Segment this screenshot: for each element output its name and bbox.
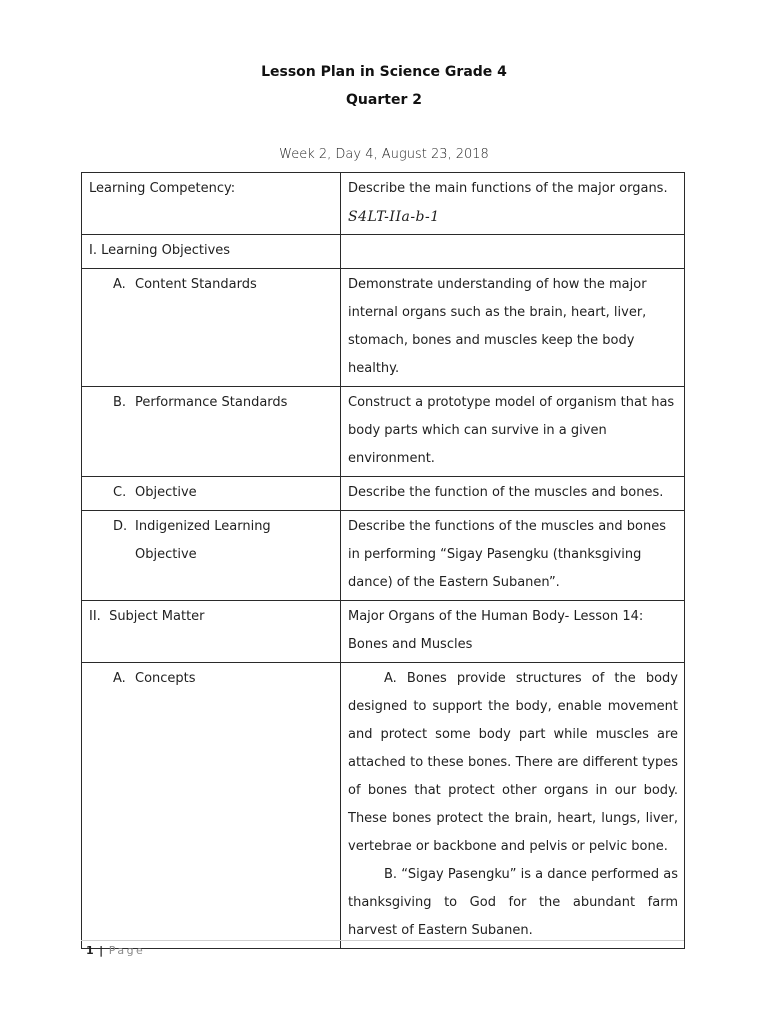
- list-marker: C.: [113, 485, 127, 500]
- content-standards-label: Content Standards: [135, 277, 257, 292]
- table-row: [82, 663, 685, 949]
- content-standards-text: Demonstrate understanding of how the major internal organs such as the brain, heart, liver, stomach, bones and muscles keep the body healthy.: [348, 277, 647, 376]
- row-content: [341, 477, 685, 511]
- performance-standards-label: Performance Standards: [135, 395, 288, 410]
- indigenized-objective-text: Describe the functions of the muscles and bones in performing “Sigay Pasengku (thanksgiving dance) of the Eastern Subanen”.: [348, 519, 667, 590]
- row-content: [341, 601, 685, 663]
- table-row: [82, 173, 685, 235]
- concepts-label: Concepts: [135, 671, 196, 686]
- row-label: [82, 477, 341, 511]
- objectives-label: I. Learning Objectives: [89, 243, 231, 258]
- row-label: [82, 269, 341, 387]
- row-content: [341, 387, 685, 477]
- row-label: [82, 663, 341, 949]
- list-marker: D.: [113, 519, 128, 534]
- subject-matter-text: Major Organs of the Human Body- Lesson 14: Bones and Muscles: [348, 609, 644, 652]
- row-content: [341, 235, 685, 269]
- list-marker: A.: [113, 671, 126, 686]
- date-line: Week 2, Day 4, August 23, 2018: [279, 147, 489, 162]
- list-marker: B.: [113, 395, 127, 410]
- list-marker: A.: [113, 277, 126, 292]
- row-content: [341, 173, 685, 235]
- document-title: Lesson Plan in Science Grade 4: [261, 64, 507, 80]
- table-row: [82, 269, 685, 387]
- competency-label: Learning Competency:: [89, 181, 236, 196]
- objective-text: Describe the function of the muscles and bones.: [348, 485, 664, 500]
- objective-label: Objective: [135, 485, 197, 500]
- footer-divider: [81, 940, 684, 941]
- competency-text: Describe the main functions of the major organs.: [348, 181, 668, 196]
- concepts-paragraph-2: B. “Sigay Pasengku” is a dance performed as thanksgiving to God for the abundant farm harvest of Eastern Subanen.: [348, 867, 678, 938]
- row-label: [82, 511, 341, 601]
- table-row: [82, 511, 685, 601]
- row-label: [82, 601, 341, 663]
- row-content: [341, 663, 685, 949]
- subject-matter-label: II. Subject Matter: [89, 609, 205, 624]
- row-label: [82, 235, 341, 269]
- page-footer: [86, 944, 145, 957]
- page-number: 1: [86, 944, 94, 957]
- table-row: [82, 235, 685, 269]
- indigenized-objective-label: Indigenized Learning Objective: [135, 519, 271, 562]
- row-content: [341, 511, 685, 601]
- footer-separator: |: [99, 944, 104, 957]
- concepts-paragraph-1: A. Bones provide structures of the body designed to support the body, enable movement and protect some body part while muscles are attached to these bones. There are different types of bones that protect other organs in our body. These bones protect the brain, heart, lungs, liver, vertebrae or backbone and pelvis or pelvic bone.: [348, 671, 678, 854]
- row-content: [341, 269, 685, 387]
- table-row: [82, 387, 685, 477]
- row-label: [82, 173, 341, 235]
- page-word: Page: [108, 944, 146, 957]
- competency-code: S4LT-IIa-b-1: [348, 209, 440, 225]
- table-row: [82, 477, 685, 511]
- row-label: [82, 387, 341, 477]
- quarter-heading: Quarter 2: [346, 92, 422, 108]
- table-row: [82, 601, 685, 663]
- lesson-plan-table: [81, 172, 685, 949]
- performance-standards-text: Construct a prototype model of organism that has body parts which can survive in a given environment.: [348, 395, 675, 466]
